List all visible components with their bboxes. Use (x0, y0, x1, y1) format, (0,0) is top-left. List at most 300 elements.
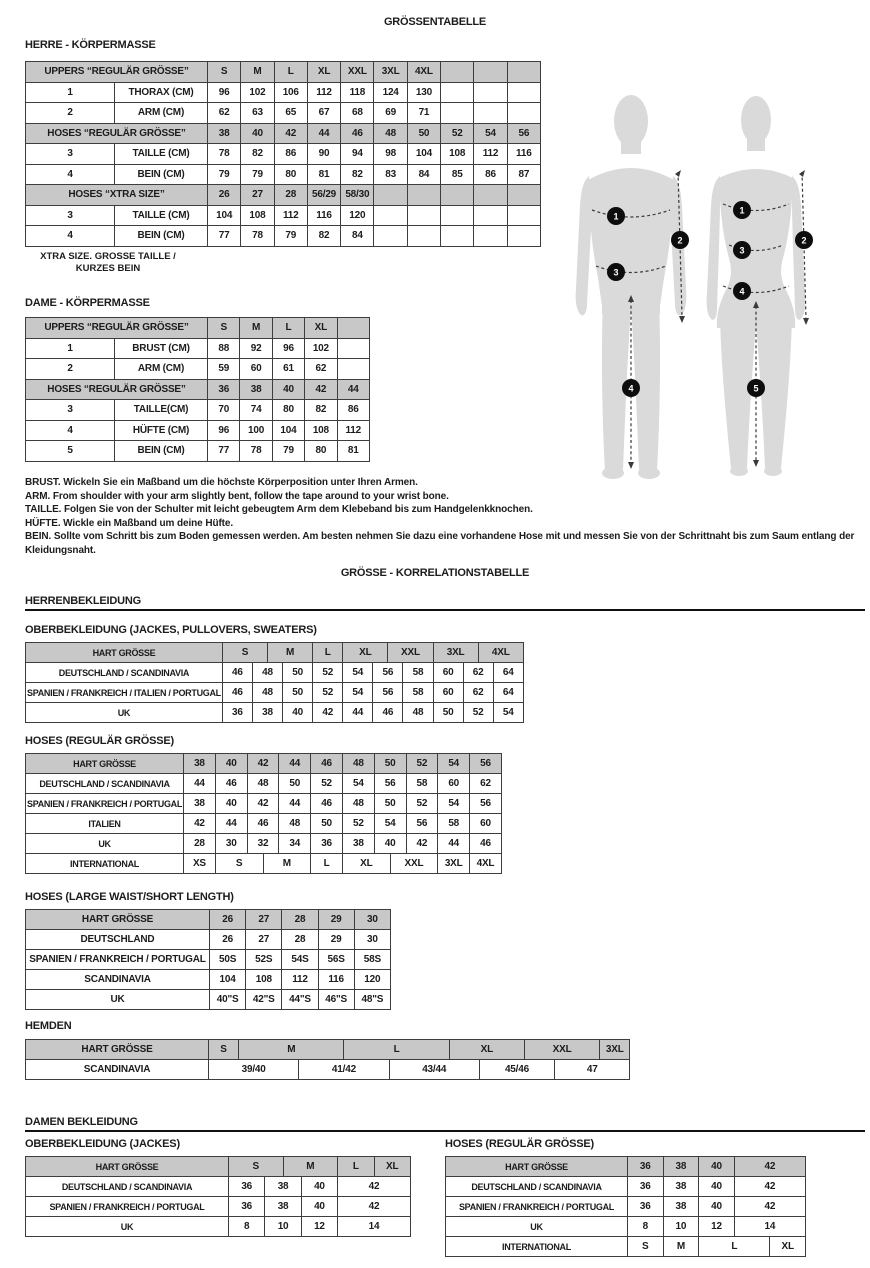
heading-dame-koerpermasse: DAME - KÖRPERMASSE (25, 297, 150, 309)
table-cell: 29 (318, 930, 354, 950)
table-cell: UPPERS “REGULÄR GRÖSSE” (26, 62, 208, 83)
table-cell: 42 (274, 123, 307, 144)
table-cell: 80 (274, 164, 307, 185)
instruction-huefte: HÜFTE. Wickle ein Maßband um deine Hüfte. (25, 517, 234, 529)
table-cell: 3XL (433, 643, 478, 663)
table-cell: 50 (279, 774, 311, 794)
table-cell-empty (374, 205, 407, 226)
table-cell: 48"S (354, 990, 390, 1010)
table-cell: 1 (26, 82, 115, 103)
table-row (26, 400, 370, 421)
table-row (26, 703, 524, 723)
svg-text:5: 5 (753, 383, 759, 394)
table-cell: 58S (354, 950, 390, 970)
table-cell: 52 (311, 774, 343, 794)
table-row (26, 441, 370, 462)
table-cell: DEUTSCHLAND / SCANDINAVIA (446, 1177, 628, 1197)
table-cell: 56/29 (307, 185, 340, 206)
table-cell-empty (507, 103, 540, 124)
table-cell: 69 (374, 103, 407, 124)
table-cell: 58 (438, 814, 470, 834)
table-row (26, 62, 541, 83)
table-cell: 2 (26, 359, 115, 380)
table-cell: 43/44 (389, 1060, 479, 1080)
heading-herre-koerpermasse: HERRE - KÖRPERMASSE (25, 39, 156, 51)
table-cell-empty (474, 82, 507, 103)
table-cell: 56 (373, 683, 403, 703)
table-row (26, 814, 502, 834)
table-cell: 40 (272, 379, 304, 400)
table-cell: 36 (229, 1197, 265, 1217)
table-cell: 112 (337, 420, 369, 441)
table-cell: 44 (337, 379, 369, 400)
table-row (26, 82, 541, 103)
table-row (26, 794, 502, 814)
table-cell: 79 (274, 226, 307, 247)
svg-text:1: 1 (613, 211, 619, 222)
table-cell: 56 (470, 754, 502, 774)
table-cell: 26 (210, 930, 246, 950)
table-cell: 77 (208, 226, 241, 247)
table-cell: 46 (222, 683, 252, 703)
table-cell: 42 (338, 1197, 411, 1217)
table-row (26, 123, 541, 144)
table-cell: 34 (279, 834, 311, 854)
table-cell: 42 (305, 379, 337, 400)
table-cell: 120 (354, 970, 390, 990)
table-cell: XL (305, 318, 337, 339)
table-cell: 118 (341, 82, 374, 103)
table-cell: 38 (240, 379, 272, 400)
table-cell: 3XL (600, 1040, 630, 1060)
table-row (26, 420, 370, 441)
table-cell: 80 (305, 441, 337, 462)
table-cell: SCANDINAVIA (26, 970, 210, 990)
table-row (26, 1177, 411, 1197)
table-cell: 46 (311, 794, 343, 814)
table-cell: 62 (463, 683, 493, 703)
table-cell: 58 (403, 663, 433, 683)
table-cell: S (628, 1237, 664, 1257)
table-cell: 44 (279, 754, 311, 774)
table-cell: 124 (374, 82, 407, 103)
table-cell: 86 (337, 400, 369, 421)
table-cell: 61 (272, 359, 304, 380)
table-cell: HOSES “REGULÄR GRÖSSE” (26, 379, 208, 400)
table-cell: 65 (274, 103, 307, 124)
table-cell: TAILLE (CM) (115, 205, 208, 226)
table-cell: 28 (282, 930, 318, 950)
table-cell: S (209, 1040, 239, 1060)
table-cell: 58 (406, 774, 438, 794)
table-cell: 96 (208, 420, 240, 441)
table-cell: 104 (272, 420, 304, 441)
svg-text:3: 3 (739, 245, 745, 256)
female-figure (707, 96, 813, 476)
table-cell: 10 (663, 1217, 699, 1237)
table-cell: 44 (215, 814, 247, 834)
table-cell: 54 (438, 754, 470, 774)
table-cell: 12 (301, 1217, 337, 1237)
table-cell: 42 (734, 1177, 805, 1197)
table-cell: 60 (433, 663, 463, 683)
table-cell: 62 (470, 774, 502, 794)
heading-herren-hosen: HOSES (REGULÄR GRÖSSE) (25, 735, 175, 747)
table-cell: 78 (241, 226, 274, 247)
female-marker-4 (733, 282, 751, 300)
table-cell: 28 (274, 185, 307, 206)
table-cell: M (241, 62, 274, 83)
table-row (446, 1237, 806, 1257)
table-cell: 108 (246, 970, 282, 990)
table-row (26, 930, 391, 950)
table-row (26, 950, 391, 970)
table-cell: 41/42 (299, 1060, 389, 1080)
table-cell: SPANIEN / FRANKREICH / PORTUGAL (26, 794, 184, 814)
table-cell: 42 (247, 754, 279, 774)
table-row (26, 1060, 630, 1080)
table-herren-oberbekleidung (25, 642, 524, 723)
table-herre-koerpermasse (25, 61, 541, 247)
table-cell: 46 (341, 123, 374, 144)
table-cell: 27 (241, 185, 274, 206)
table-cell: 84 (407, 164, 440, 185)
table-cell-empty (407, 185, 440, 206)
table-cell: 79 (272, 441, 304, 462)
table-cell: 36 (628, 1197, 664, 1217)
table-cell: HART GRÖSSE (26, 910, 210, 930)
table-row (26, 103, 541, 124)
table-cell: UPPERS “REGULÄR GRÖSSE” (26, 318, 208, 339)
table-cell: 28 (184, 834, 216, 854)
table-cell: 5 (26, 441, 115, 462)
table-cell: 68 (341, 103, 374, 124)
table-cell: 38 (184, 794, 216, 814)
table-cell: DEUTSCHLAND / SCANDINAVIA (26, 663, 223, 683)
table-cell-empty (507, 62, 540, 83)
table-herren-hosen-grid (25, 753, 502, 874)
table-cell: 52 (441, 123, 474, 144)
table-cell: 100 (240, 420, 272, 441)
table-cell: 58 (403, 683, 433, 703)
table-cell: BEIN (CM) (115, 441, 208, 462)
table-cell: 3 (26, 205, 115, 226)
table-cell: 52 (406, 794, 438, 814)
table-cell: 38 (184, 754, 216, 774)
table-cell: 48 (342, 754, 374, 774)
table-cell: 38 (663, 1157, 699, 1177)
table-row (26, 774, 502, 794)
table-cell: 38 (208, 123, 241, 144)
table-cell: 71 (407, 103, 440, 124)
table-cell: 92 (240, 338, 272, 359)
table-cell: L (338, 1157, 374, 1177)
table-cell: 102 (241, 82, 274, 103)
table-cell: XL (770, 1237, 806, 1257)
table-cell: HÜFTE (CM) (115, 420, 208, 441)
table-cell: 64 (493, 683, 523, 703)
table-cell-empty (441, 226, 474, 247)
table-row (26, 683, 524, 703)
table-dame-koerpermasse-grid (25, 317, 370, 462)
svg-text:1: 1 (739, 205, 745, 216)
table-cell: HOSES “REGULÄR GRÖSSE” (26, 123, 208, 144)
table-cell: 50 (374, 794, 406, 814)
table-cell: HART GRÖSSE (26, 1157, 229, 1177)
table-cell: 30 (215, 834, 247, 854)
table-cell: 62 (208, 103, 241, 124)
table-row (26, 663, 524, 683)
table-cell: HART GRÖSSE (446, 1157, 628, 1177)
table-cell: 96 (272, 338, 304, 359)
table-cell: 102 (305, 338, 337, 359)
page-title: GRÖSSENTABELLE (383, 16, 487, 28)
table-cell: 62 (305, 359, 337, 380)
table-cell: SPANIEN / FRANKREICH / ITALIEN / PORTUGAL (26, 683, 223, 703)
table-cell: XL (307, 62, 340, 83)
xtra-size-note-line2: KURZES BEIN (75, 263, 141, 274)
table-cell: XL (343, 643, 388, 663)
table-damen-oberbekleidung (25, 1156, 411, 1237)
table-cell: 67 (307, 103, 340, 124)
table-cell: 36 (208, 379, 240, 400)
svg-text:2: 2 (677, 235, 683, 246)
table-cell: 116 (318, 970, 354, 990)
table-row (26, 990, 391, 1010)
table-cell: 52S (246, 950, 282, 970)
table-cell: ARM (CM) (115, 103, 208, 124)
table-cell: 42 (734, 1157, 805, 1177)
table-row (26, 185, 541, 206)
table-cell: INTERNATIONAL (446, 1237, 628, 1257)
table-cell: 45/46 (479, 1060, 554, 1080)
table-cell: 36 (311, 834, 343, 854)
table-cell: 104 (407, 144, 440, 165)
table-cell: 87 (507, 164, 540, 185)
table-herren-oberbekleidung-grid (25, 642, 524, 723)
table-cell: 29 (318, 910, 354, 930)
table-cell: 46 (311, 754, 343, 774)
table-row (26, 754, 502, 774)
table-cell: 56 (373, 663, 403, 683)
table-cell: 79 (208, 164, 241, 185)
table-cell: 94 (341, 144, 374, 165)
table-cell: 4XL (478, 643, 523, 663)
table-cell: 14 (338, 1217, 411, 1237)
table-row (26, 338, 370, 359)
female-marker-5 (747, 379, 765, 397)
table-cell: 47 (555, 1060, 630, 1080)
table-cell: 44 (438, 834, 470, 854)
table-cell: 4XL (470, 854, 502, 874)
table-cell: 64 (493, 663, 523, 683)
table-cell: 90 (307, 144, 340, 165)
table-cell: 52 (342, 814, 374, 834)
table-cell: 52 (463, 703, 493, 723)
table-cell: SPANIEN / FRANKREICH / PORTUGAL (446, 1197, 628, 1217)
table-cell: 48 (403, 703, 433, 723)
table-cell: 10 (265, 1217, 301, 1237)
table-cell: 54 (474, 123, 507, 144)
table-cell: 98 (374, 144, 407, 165)
table-cell: 42 (184, 814, 216, 834)
table-cell: 3XL (374, 62, 407, 83)
table-cell: 116 (507, 144, 540, 165)
table-cell: 48 (247, 774, 279, 794)
table-cell: 14 (734, 1217, 805, 1237)
table-herren-hosen (25, 753, 502, 874)
svg-text:4: 4 (628, 383, 634, 394)
measurement-instructions (25, 476, 863, 557)
table-cell: M (283, 1157, 338, 1177)
table-cell: 36 (229, 1177, 265, 1197)
table-row (26, 318, 370, 339)
table-cell: 46"S (318, 990, 354, 1010)
table-cell: 4 (26, 226, 115, 247)
table-cell: 26 (208, 185, 241, 206)
table-cell: 46 (373, 703, 403, 723)
table-cell: 74 (240, 400, 272, 421)
table-row (446, 1217, 806, 1237)
table-row (26, 144, 541, 165)
table-cell: 40 (374, 834, 406, 854)
table-cell-empty (374, 185, 407, 206)
table-cell: 40 (301, 1197, 337, 1217)
table-row (26, 226, 541, 247)
table-cell: 59 (208, 359, 240, 380)
table-cell: DEUTSCHLAND / SCANDINAVIA (26, 774, 184, 794)
table-cell: 44 (343, 703, 373, 723)
table-cell: 50 (374, 754, 406, 774)
table-cell: 112 (274, 205, 307, 226)
table-cell: 50 (283, 683, 313, 703)
table-cell: 56 (470, 794, 502, 814)
table-cell: BEIN (CM) (115, 226, 208, 247)
table-hemden-grid (25, 1039, 630, 1080)
table-cell: 56 (507, 123, 540, 144)
table-cell: 56 (406, 814, 438, 834)
table-cell: 40 (699, 1177, 735, 1197)
table-cell: 50 (283, 663, 313, 683)
table-cell: L (272, 318, 304, 339)
table-cell: 54S (282, 950, 318, 970)
table-cell: 38 (663, 1197, 699, 1217)
svg-text:2: 2 (801, 235, 807, 246)
table-cell: 56S (318, 950, 354, 970)
table-cell: 54 (343, 663, 373, 683)
table-cell: 82 (307, 226, 340, 247)
table-cell: SPANIEN / FRANKREICH / PORTUGAL (26, 950, 210, 970)
table-cell: 44 (307, 123, 340, 144)
table-cell: 54 (374, 814, 406, 834)
table-cell-empty (507, 226, 540, 247)
table-cell: SCANDINAVIA (26, 1060, 209, 1080)
table-cell: 81 (337, 441, 369, 462)
table-cell: 86 (474, 164, 507, 185)
table-cell: UK (26, 990, 210, 1010)
heading-damenbekleidung: DAMEN BEKLEIDUNG (25, 1116, 138, 1128)
table-herren-hosen-xtra-grid (25, 909, 391, 1010)
table-damen-oberbekleidung-grid (25, 1156, 411, 1237)
table-herre-koerpermasse-grid (25, 61, 541, 247)
table-cell: 54 (343, 683, 373, 703)
table-cell: UK (446, 1217, 628, 1237)
table-cell: 44 (184, 774, 216, 794)
table-cell: 28 (282, 910, 318, 930)
table-cell: 48 (374, 123, 407, 144)
table-cell: 3XL (438, 854, 470, 874)
table-dame-koerpermasse (25, 317, 370, 462)
table-cell: 44"S (282, 990, 318, 1010)
table-cell-empty (474, 62, 507, 83)
table-cell: 40 (301, 1177, 337, 1197)
female-marker-1 (733, 201, 751, 219)
female-marker-3 (733, 241, 751, 259)
table-cell-empty (474, 205, 507, 226)
table-cell: XL (449, 1040, 524, 1060)
table-cell: INTERNATIONAL (26, 854, 184, 874)
heading-herrenbekleidung: HERRENBEKLEIDUNG (25, 595, 141, 607)
table-cell: XS (184, 854, 216, 874)
table-cell: XXL (524, 1040, 599, 1060)
table-row (26, 205, 541, 226)
table-cell: 40 (283, 703, 313, 723)
table-cell: 60 (433, 683, 463, 703)
xtra-size-note-line1: XTRA SIZE. GROSSE TAILLE / (40, 251, 176, 262)
damen-section-rule (25, 1130, 865, 1132)
table-cell: 79 (241, 164, 274, 185)
table-cell: M (268, 643, 313, 663)
table-cell: M (240, 318, 272, 339)
table-cell: HOSES “XTRA SIZE” (26, 185, 208, 206)
table-cell: L (311, 854, 343, 874)
table-cell: S (229, 1157, 284, 1177)
instruction-brust: BRUST. Wickeln Sie ein Maßband um die höchste Körperposition unter Ihren Armen. (25, 477, 418, 488)
table-cell: 81 (307, 164, 340, 185)
table-cell: 39/40 (209, 1060, 299, 1080)
table-cell: 48 (252, 683, 282, 703)
table-cell: 50 (433, 703, 463, 723)
table-cell: 120 (341, 205, 374, 226)
table-row (26, 910, 391, 930)
table-cell: 38 (342, 834, 374, 854)
table-cell: BEIN (CM) (115, 164, 208, 185)
table-cell: 48 (342, 794, 374, 814)
table-cell: 2 (26, 103, 115, 124)
table-cell: 112 (474, 144, 507, 165)
table-cell: 42 (338, 1177, 411, 1197)
table-cell: 106 (274, 82, 307, 103)
male-marker-1 (607, 207, 625, 225)
table-cell: 130 (407, 82, 440, 103)
table-cell: 42 (406, 834, 438, 854)
table-cell: 108 (241, 205, 274, 226)
table-cell: 104 (208, 205, 241, 226)
table-cell: 82 (341, 164, 374, 185)
table-cell: 12 (699, 1217, 735, 1237)
table-row (26, 1040, 630, 1060)
table-cell: L (699, 1237, 770, 1257)
table-cell-empty (407, 205, 440, 226)
table-cell-empty (441, 62, 474, 83)
table-cell-empty (337, 359, 369, 380)
table-cell: XXL (390, 854, 438, 874)
table-cell: 26 (210, 910, 246, 930)
table-cell: 52 (313, 683, 343, 703)
table-cell: 60 (240, 359, 272, 380)
table-cell: 38 (265, 1177, 301, 1197)
table-cell: TAILLE (CM) (115, 144, 208, 165)
